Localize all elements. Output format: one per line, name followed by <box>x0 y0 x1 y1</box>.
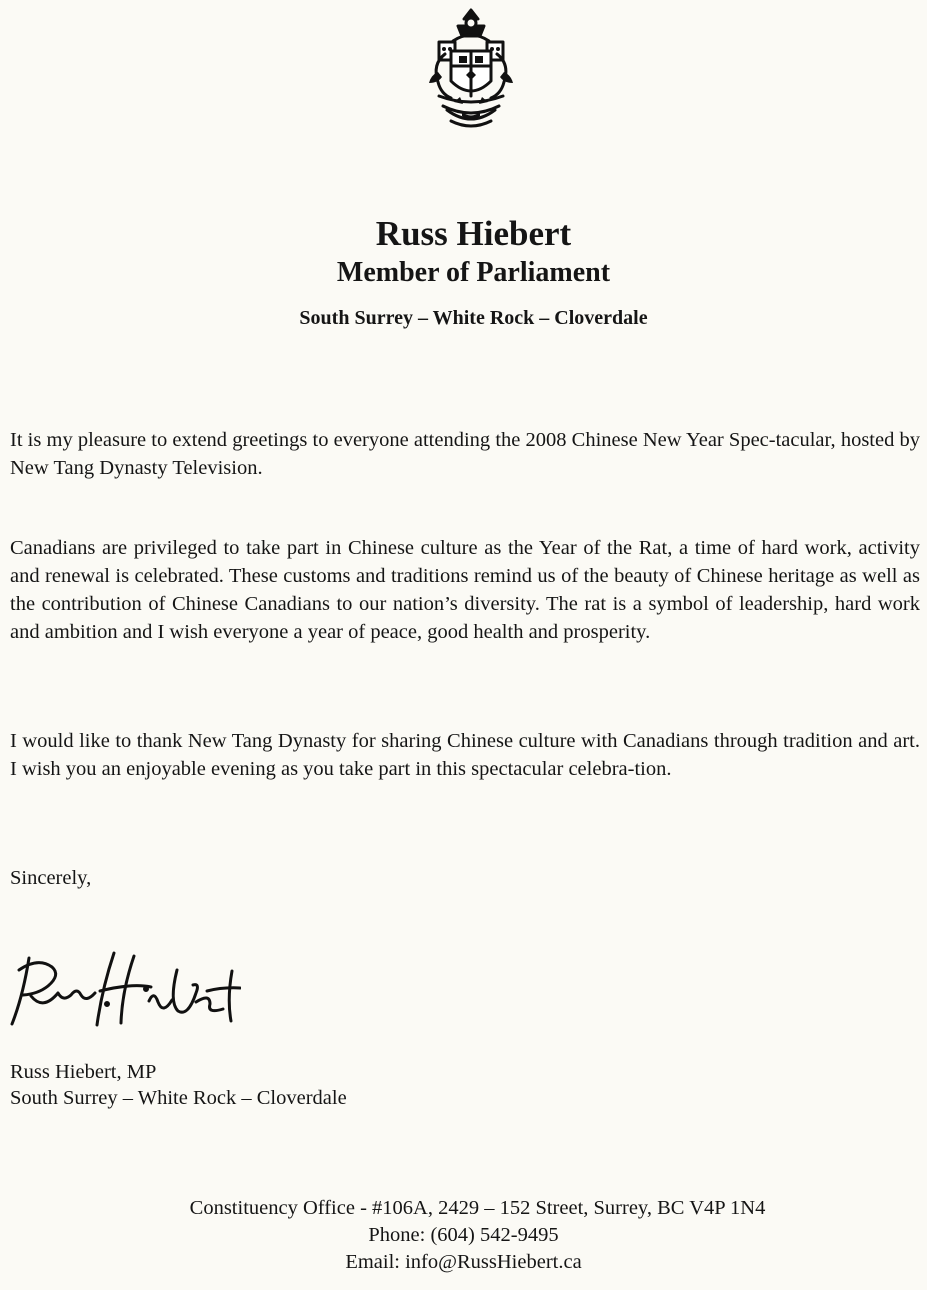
closing-salutation: Sincerely, <box>10 867 92 889</box>
culture-paragraph: Canadians are privileged to take part in Chinese culture as the Year of the Rat, a time of hard work, activity and renewal is celebrated. These customs and traditions remind us of the beauty of Chinese heritage as well as the contribution of Chinese Canadians to our nation’s diversity. The rat is a symbol of leadership, hard work and ambition and I wish everyone a year of peace, good health and prosperity. <box>10 537 920 643</box>
member-title: Member of Parliament <box>336 257 611 288</box>
office-phone: Phone: (604) 542-9495 <box>368 1224 559 1246</box>
member-name: Russ Hiebert <box>375 214 572 253</box>
constituency-office-address: Constituency Office - #106A, 2429 – 152 Street, Surrey, BC V4P 1N4 <box>189 1197 766 1219</box>
member-riding: South Surrey – White Rock – Cloverdale <box>299 307 648 329</box>
greeting-paragraph: It is my pleasure to extend greetings to everyone attending the 2008 Chinese New Year Spec-tacular, hosted by New Tang Dynasty Television. <box>10 429 920 479</box>
handwritten-signature <box>6 944 241 1032</box>
signatory-riding: South Surrey – White Rock – Cloverdale <box>10 1087 347 1109</box>
coat-of-arms-icon <box>423 6 519 136</box>
thanks-paragraph: I would like to thank New Tang Dynasty for sharing Chinese culture with Canadians through tradition and art. I wish you an enjoyable evening as you take part in this spectacular celebra-tion. <box>10 730 920 780</box>
office-email: Email: info@RussHiebert.ca <box>345 1251 582 1273</box>
signatory-name: Russ Hiebert, MP <box>10 1061 157 1083</box>
